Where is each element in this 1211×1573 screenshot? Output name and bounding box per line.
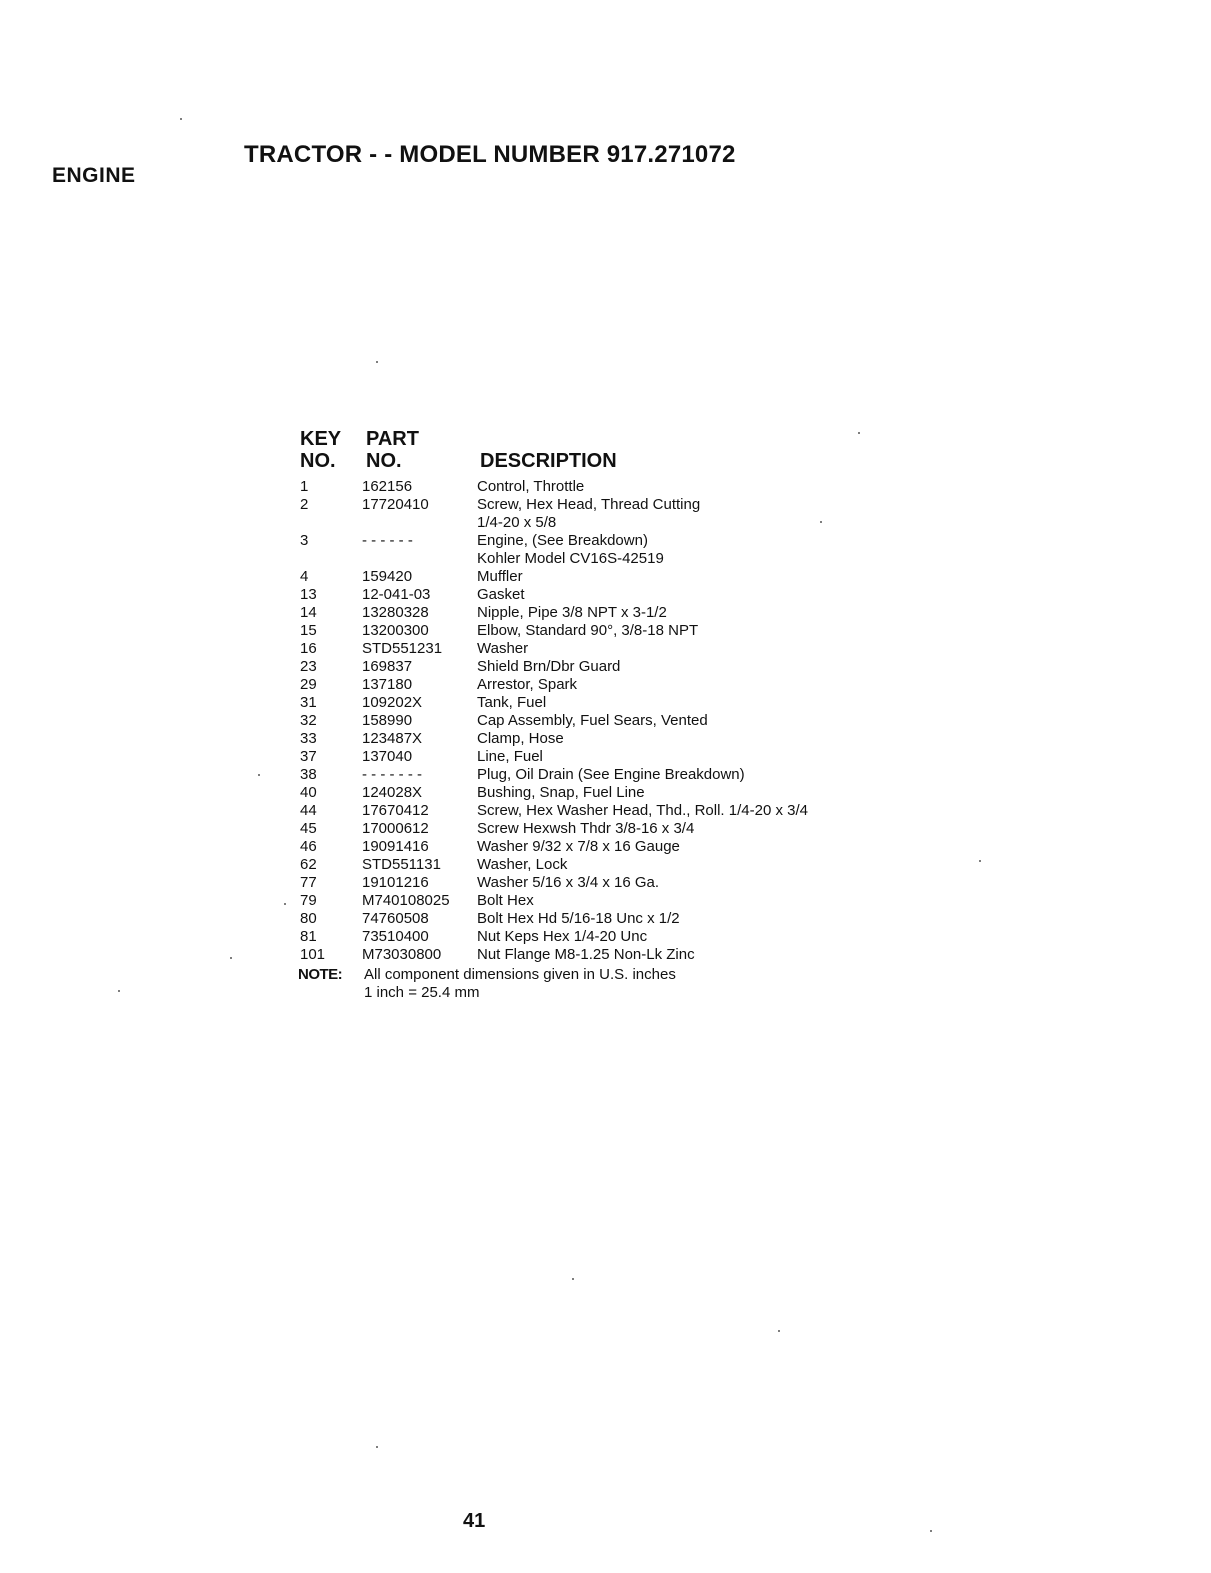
part-number: 17670412: [362, 802, 429, 819]
part-number: 162156: [362, 478, 413, 495]
part-description: Gasket: [477, 586, 525, 603]
table-row: [298, 856, 918, 874]
part-number: 123487X: [362, 730, 423, 747]
part-description: Line, Fuel: [477, 748, 543, 765]
key-number: 101: [300, 946, 326, 963]
part-description: Nut Flange M8-1.25 Non-Lk Zinc: [477, 946, 695, 963]
part-description: Washer: [477, 640, 529, 657]
scan-speck: [376, 361, 378, 363]
part-description: Washer 5/16 x 3/4 x 16 Ga.: [477, 874, 660, 891]
table-row: [298, 910, 918, 928]
part-number: STD551231: [362, 640, 443, 657]
scan-speck: [858, 432, 860, 434]
part-description: Cap Assembly, Fuel Sears, Vented: [477, 712, 708, 729]
scan-speck: [230, 957, 232, 959]
part-description: Arrestor, Spark: [477, 676, 578, 693]
scan-speck: [376, 1446, 378, 1448]
key-number: 16: [300, 640, 317, 657]
part-number: 19091416: [362, 838, 429, 855]
part-number: 19101216: [362, 874, 429, 891]
part-number: 13280328: [362, 604, 429, 621]
part-number: M740108025: [362, 892, 450, 909]
part-description: Muffler: [477, 568, 523, 585]
note: [298, 966, 918, 1002]
part-description: Shield Brn/Dbr Guard: [477, 658, 621, 675]
key-number: 80: [300, 910, 317, 927]
key-number: 13: [300, 586, 317, 603]
table-row: [298, 496, 918, 532]
scan-speck: [930, 1530, 932, 1532]
table-row: [298, 748, 918, 766]
key-number: 15: [300, 622, 317, 639]
part-header-line2: NO.: [366, 450, 402, 472]
description-header: DESCRIPTION: [480, 450, 617, 472]
table-row: [298, 802, 918, 820]
table-row: [298, 892, 918, 910]
table-row: [298, 676, 918, 694]
part-number: 137040: [362, 748, 413, 765]
part-description: Bolt Hex Hd 5/16-18 Unc x 1/2: [477, 910, 680, 927]
part-description: Bolt Hex: [477, 892, 534, 909]
table-row: [298, 784, 918, 802]
part-number: M73030800: [362, 946, 442, 963]
key-header-line2: NO.: [300, 450, 336, 472]
parts-rows: [298, 478, 918, 1002]
table-row: [298, 820, 918, 838]
scan-speck: [284, 903, 286, 905]
part-description: Engine, (See Breakdown) Kohler Model CV16S-42519: [477, 532, 664, 567]
part-description: Bushing, Snap, Fuel Line: [477, 784, 645, 801]
key-number: 81: [300, 928, 317, 945]
part-description: Nipple, Pipe 3/8 NPT x 3-1/2: [477, 604, 667, 621]
key-number: 62: [300, 856, 317, 873]
part-description: Washer, Lock: [477, 856, 568, 873]
key-number: 14: [300, 604, 317, 621]
part-description: Tank, Fuel: [477, 694, 547, 711]
part-description: Control, Throttle: [477, 478, 585, 495]
key-number: 2: [300, 496, 309, 513]
part-description: Nut Keps Hex 1/4-20 Unc: [477, 928, 648, 945]
table-row: [298, 766, 918, 784]
table-row: [298, 604, 918, 622]
scan-speck: [979, 860, 981, 862]
table-row: [298, 586, 918, 604]
key-number: 33: [300, 730, 317, 747]
part-description: Screw, Hex Washer Head, Thd., Roll. 1/4-20 x 3/4: [477, 802, 808, 819]
key-number: 77: [300, 874, 317, 891]
key-number: 4: [300, 568, 309, 585]
key-number: 29: [300, 676, 317, 693]
part-number: - - - - - -: [362, 532, 413, 549]
part-number: 13200300: [362, 622, 429, 639]
key-number: 37: [300, 748, 317, 765]
note-text: All component dimensions given in U.S. inches 1 inch = 25.4 mm: [364, 966, 676, 1001]
part-description: Clamp, Hose: [477, 730, 564, 747]
part-number: 158990: [362, 712, 413, 729]
table-row: [298, 946, 918, 964]
table-row: [298, 838, 918, 856]
scan-speck: [820, 521, 822, 523]
part-number: STD551131: [362, 856, 441, 873]
part-header-line1: PART: [366, 428, 419, 450]
part-number: 137180: [362, 676, 413, 693]
table-row: [298, 694, 918, 712]
table-row: [298, 730, 918, 748]
key-number: 23: [300, 658, 317, 675]
part-number: 12-041-03: [362, 586, 431, 603]
table-row: [298, 658, 918, 676]
part-number: 159420: [362, 568, 413, 585]
page-number: 41: [463, 1510, 486, 1532]
section-label: ENGINE: [52, 164, 136, 187]
part-number: 74760508: [362, 910, 429, 927]
table-row: [298, 640, 918, 658]
page-title: TRACTOR - - MODEL NUMBER 917.271072: [244, 141, 736, 168]
part-description: Elbow, Standard 90°, 3/8-18 NPT: [477, 622, 699, 639]
key-number: 46: [300, 838, 317, 855]
key-number: 3: [300, 532, 309, 549]
scan-speck: [572, 1278, 574, 1280]
part-description: Plug, Oil Drain (See Engine Breakdown): [477, 766, 745, 783]
table-row: [298, 568, 918, 586]
part-number: 109202X: [362, 694, 423, 711]
scan-speck: [258, 774, 260, 776]
scan-speck: [180, 118, 182, 120]
key-number: 1: [300, 478, 309, 495]
scan-speck: [778, 1330, 780, 1332]
scan-speck: [118, 990, 120, 992]
key-number: 40: [300, 784, 317, 801]
part-number: 17000612: [362, 820, 429, 837]
note-label: NOTE:: [298, 966, 343, 983]
part-number: 124028X: [362, 784, 423, 801]
part-description: Screw, Hex Head, Thread Cutting 1/4-20 x 5/8: [477, 496, 701, 531]
part-description: Washer 9/32 x 7/8 x 16 Gauge: [477, 838, 680, 855]
key-number: 31: [300, 694, 317, 711]
key-number: 45: [300, 820, 317, 837]
table-row: [298, 928, 918, 946]
part-description: Screw Hexwsh Thdr 3/8-16 x 3/4: [477, 820, 695, 837]
key-number: 79: [300, 892, 317, 909]
key-header-line1: KEY: [300, 428, 342, 450]
key-number: 32: [300, 712, 317, 729]
table-row: [298, 874, 918, 892]
table-row: [298, 622, 918, 640]
part-number: 17720410: [362, 496, 429, 513]
key-number: 38: [300, 766, 317, 783]
table-row: [298, 532, 918, 568]
part-number: 73510400: [362, 928, 429, 945]
table-row: [298, 712, 918, 730]
part-number: 169837: [362, 658, 413, 675]
key-number: 44: [300, 802, 317, 819]
part-number: - - - - - - -: [362, 766, 422, 783]
table-row: [298, 478, 918, 496]
